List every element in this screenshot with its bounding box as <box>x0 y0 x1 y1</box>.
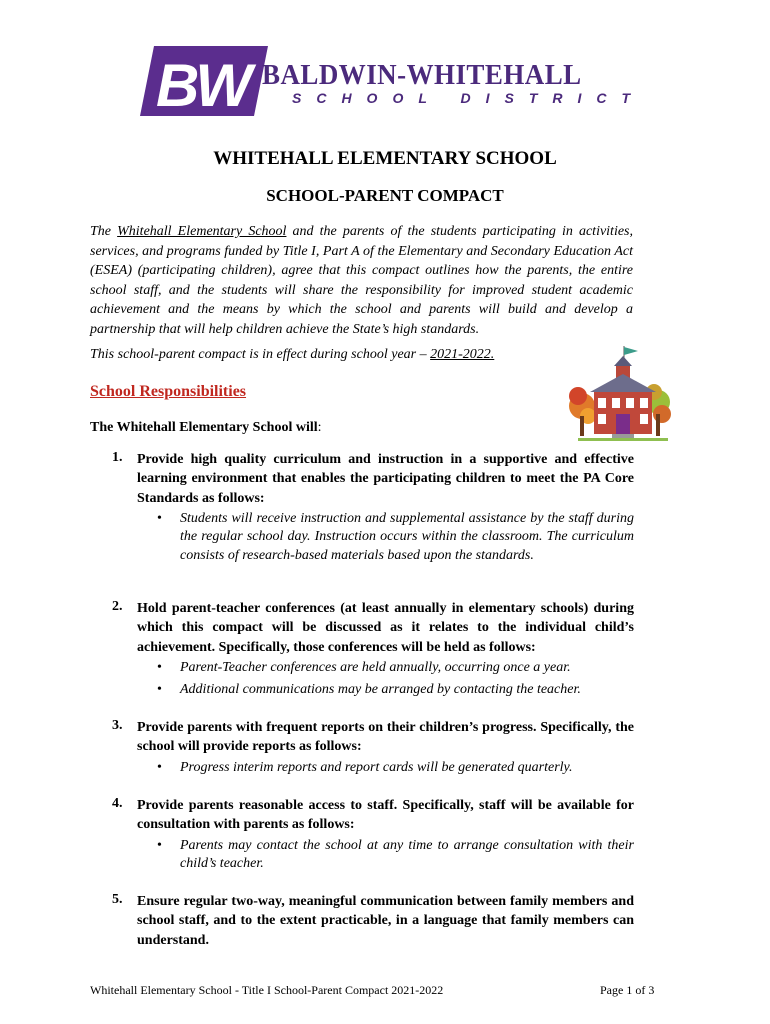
item-number: 1. <box>112 450 123 465</box>
bullet-icon: • <box>157 837 162 853</box>
bullet-item <box>157 759 634 778</box>
intro-school-name: Whitehall Elementary School <box>117 224 287 239</box>
school-will-lead <box>90 420 322 436</box>
bullet-icon: • <box>157 682 162 698</box>
section-heading: School Responsibilities <box>90 383 247 400</box>
item-text: Hold parent-teacher conferences (at least annually in elementary schools) during which this compact will be discussed as it relates to the individual child’s achievement. Specifically, those conferences will be held as follows: <box>137 601 634 655</box>
effect-statement <box>90 347 494 363</box>
item-text: Provide parents reasonable access to staff. Specifically, staff will be available for consultation with parents as follows: <box>137 798 634 833</box>
page-number: Page 1 of 3 <box>600 983 655 997</box>
footer-title: Whitehall Elementary School - Title I School-Parent Compact 2021-2022 <box>90 983 444 997</box>
item-number: 5. <box>112 892 123 907</box>
effect-pre: This school-parent compact is in effect during school year – <box>90 347 431 362</box>
bullet-item <box>157 681 634 700</box>
list-item <box>112 599 634 700</box>
district-subtitle: SCHOOL DISTRICT <box>292 90 646 106</box>
page-title: WHITEHALL ELEMENTARY SCHOOL <box>213 148 557 169</box>
intro-pre: The <box>90 224 118 239</box>
bullet-icon: • <box>157 510 162 526</box>
bullet-text: Additional communications may be arranged by contacting the teacher. <box>180 682 581 698</box>
effect-year: 2021-2022. <box>430 347 495 362</box>
school-will-text: The Whitehall Elementary School will <box>90 420 318 435</box>
item-number: 3. <box>112 718 123 733</box>
school-will-colon: : <box>317 420 322 435</box>
item-number: 2. <box>112 599 123 614</box>
item-text: Provide parents with frequent reports on their children’s progress. Specifically, the school will provide reports as follows: <box>137 720 634 755</box>
item-text: Provide high quality curriculum and instruction in a supportive and effective learning environment that enables the participating children to meet the PA Core Standards as follows: <box>137 452 634 506</box>
district-logo <box>140 44 646 120</box>
bullet-item <box>157 837 634 874</box>
bullet-item <box>157 510 634 566</box>
list-item <box>112 450 634 565</box>
bullet-text: Students will receive instruction and supplemental assistance by the staff during the regular school day. Instruction occurs within the classroom. The curriculum consists of research-based materials based upon the standards. <box>180 510 634 563</box>
bullet-text: Parents may contact the school at any time to arrange consultation with their child’s teacher. <box>180 837 634 872</box>
bullet-text: Parent-Teacher conferences are held annually, occurring once a year. <box>180 659 571 675</box>
item-number: 4. <box>112 796 123 811</box>
bw-logo-mark <box>140 44 268 118</box>
svg-text:BW: BW <box>156 52 248 118</box>
bullet-icon: • <box>157 659 162 675</box>
intro-paragraph <box>90 222 633 339</box>
list-item <box>112 796 634 874</box>
bullet-text: Progress interim reports and report cards will be generated quarterly. <box>180 759 573 775</box>
intro-post: and the parents of the students participating in activities, services, and programs funded by Title I, Part A of the Elementary and Secondary Education Act (ESEA) (participating children), agree that this compact outlines how the parents, the entire school staff, and the students will share the responsibility for improved student academic achievement and the means by which the school and parents will build and develop a partnership that will help children achieve the State’s high standards. <box>90 224 633 337</box>
schoolhouse-illustration <box>568 344 672 444</box>
list-item <box>112 892 634 950</box>
bullet-icon: • <box>157 759 162 775</box>
district-name: BALDWIN-WHITEHALL <box>262 59 582 91</box>
item-text: Ensure regular two-way, meaningful communication between family members and school staff, and to the extent practicable, in a language that family members can understand. <box>137 894 634 948</box>
bullet-item <box>157 659 634 678</box>
list-item <box>112 718 634 777</box>
page-subtitle: SCHOOL-PARENT COMPACT <box>266 186 504 205</box>
